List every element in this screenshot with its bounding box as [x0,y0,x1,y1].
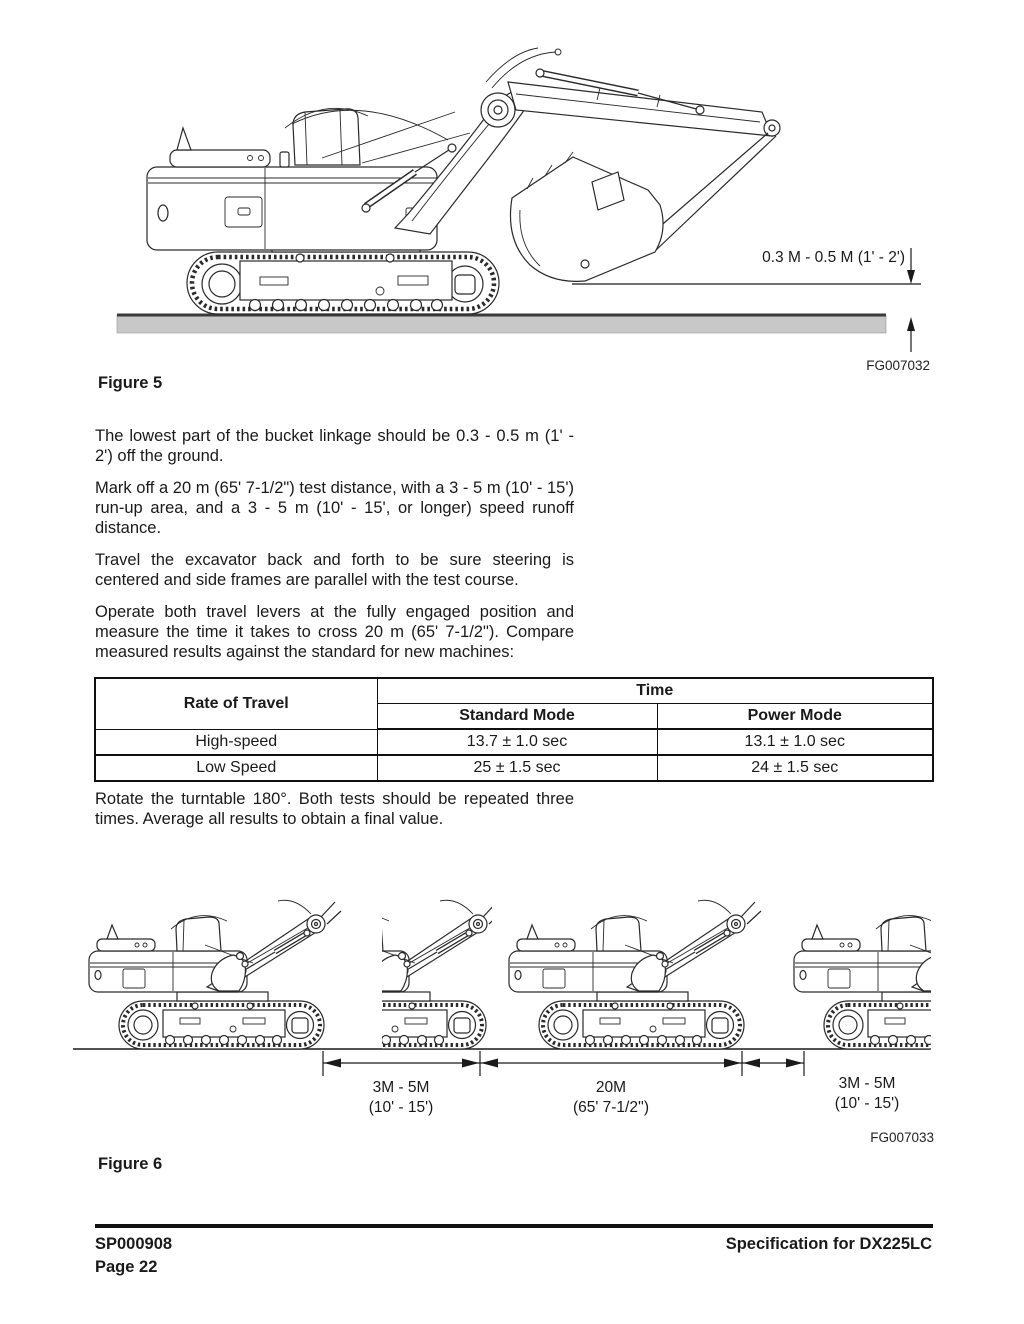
figure6-dim1-line2: (10' - 15') [368,1099,434,1116]
rate-of-travel-table [94,677,934,782]
figure5-code: FG007032 [866,358,930,373]
figure5-caption: Figure 5 [98,374,163,392]
footer-rule [95,1224,933,1228]
paragraph-travel: Travel the excavator back and forth to be sure steering is centered and side frames are parallel with the test course. [95,551,574,589]
footer-doc-title: Specification for DX225LC [725,1235,932,1253]
figure6-caption: Figure 6 [98,1155,163,1173]
paragraph-mark-off: Mark off a 20 m (65' 7-1/2") test distance, with a 3 - 5 m (10' - 15') run-up area, and a 3 - 5 m (10' - 15', or longer) speed runoff distance. [95,479,574,537]
table-row [95,755,933,781]
cell-low-speed-standard: 25 ± 1.5 sec [377,755,657,781]
body-text [95,426,574,674]
table-header-standard-mode: Standard Mode [377,704,657,730]
figure5-dimension-label: 0.3 M - 0.5 M (1' - 2') [762,249,905,266]
cell-high-speed-standard: 13.7 ± 1.0 sec [377,729,657,755]
figure6-illustration [0,860,1024,1160]
figure6-excavator-3 [509,900,761,1049]
table-header-time: Time [377,678,933,704]
figure6-dim2-line1: 20M [595,1079,627,1096]
figure5-excavator [147,48,780,314]
table-row [95,729,933,755]
figure5-ground-bar [117,315,886,333]
cell-high-speed-label: High-speed [95,729,377,755]
footer-page-number: Page 22 [95,1258,158,1276]
table-header-rate-of-travel: Rate of Travel [95,678,377,729]
excavator-bucket [510,152,663,281]
cell-low-speed-label: Low Speed [95,755,377,781]
figure6-dim2-line2: (65' 7-1/2'') [572,1099,650,1116]
figure6-dim3-line2: (10' - 15') [834,1095,900,1112]
figure6-excavator-4 [794,900,1024,1049]
table-header-power-mode: Power Mode [657,704,933,730]
cell-high-speed-power: 13.1 ± 1.0 sec [657,729,933,755]
body-text-2 [95,789,574,841]
figure6-excavator-1 [89,900,341,1049]
paragraph-bucket-linkage: The lowest part of the bucket linkage should be 0.3 - 0.5 m (1' - 2') off the ground. [95,427,574,465]
figure6-dimensions [323,1051,899,1116]
paragraph-operate: Operate both travel levers at the fully engaged position and measure the time it takes to cross 20 m (65' 7-1/2"). Compare measured results against the standard for new machines: [95,603,574,661]
paragraph-rotate: Rotate the turntable 180°. Both tests should be repeated three times. Average all results to obtain a final value. [95,790,574,828]
footer-doc-number: SP000908 [95,1235,173,1253]
figure6-dim1-line1: 3M - 5M [372,1079,430,1096]
excavator-tracks [187,252,499,314]
cell-low-speed-power: 24 ± 1.5 sec [657,755,933,781]
figure6-dim3-line1: 3M - 5M [838,1075,896,1092]
figure5-illustration [0,40,1024,400]
figure6-code: FG007033 [870,1130,934,1145]
